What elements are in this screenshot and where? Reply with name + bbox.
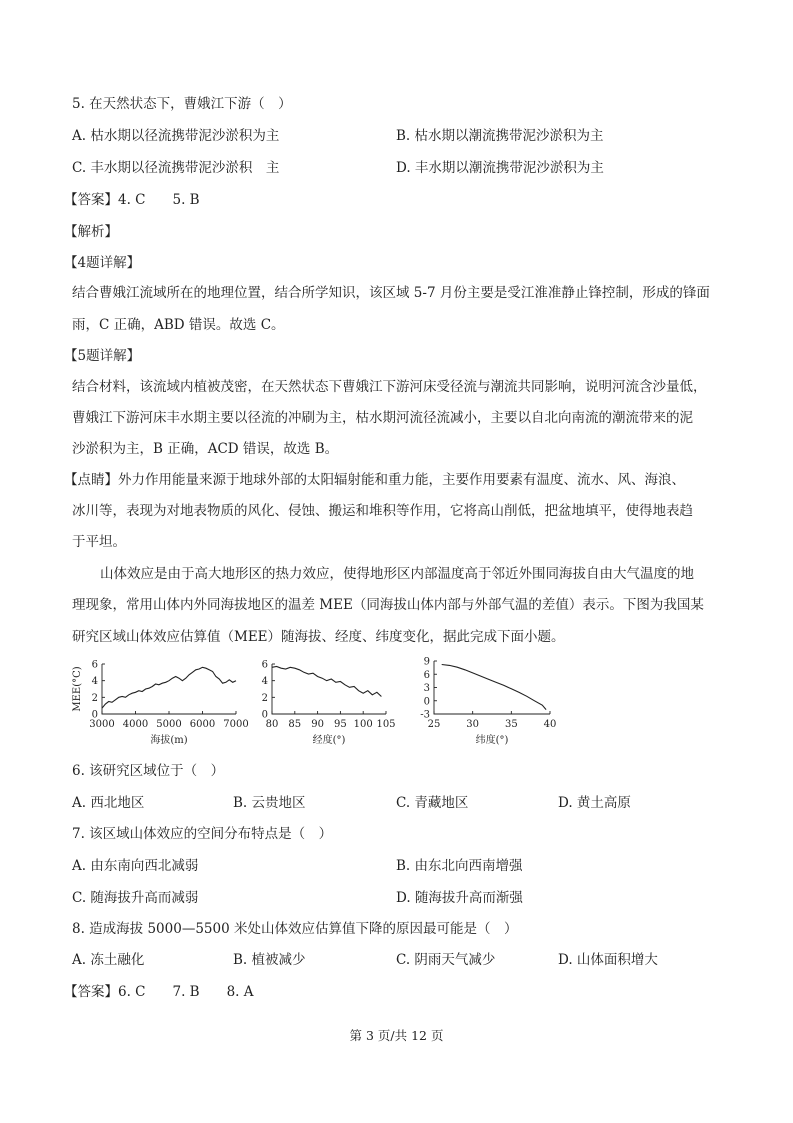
answer-tag: 【答案】 [64,192,118,208]
y-tick-label: 2 [91,692,98,704]
q7-option-a: A. 由东南向西北减弱 [72,858,199,874]
series-line [442,665,546,710]
comment-tag: 【点睛】 [64,472,118,488]
comment-text-1: 外力作用能量来源于地球外部的太阳辐射能和重力能，主要作用要素有温度、流水、风、海浪、 [118,472,685,488]
q6-option-d: D. 黄土高原 [558,795,631,811]
answer-line-2 [64,983,254,1001]
q5-option-b: B. 枯水期以潮流携带泥沙淤积为主 [396,128,604,144]
x-tick-label: 85 [288,719,302,730]
x-tick-label: 40 [543,719,557,730]
q7-option-c: C. 随海拔升高而减弱 [72,890,199,906]
x-tick-label: 35 [504,719,518,730]
x-tick-label: 30 [466,719,480,730]
y-tick-label: 9 [423,656,430,668]
detail-5-line-1: 结合材料，该流域内植被茂密，在天然状态下曹娥江下游河床受径流与潮流共同影响，说明河流含沙量低， [72,379,707,395]
material-line-2: 理现象，常用山体内外同海拔地区的温差 MEE（同海拔山体内部与外部气温的差值）表示。下图为我国某 [72,597,704,613]
x-tick-label: 90 [311,719,324,730]
y-tick-label: 2 [261,692,268,704]
x-tick-label: 95 [334,719,347,730]
detail-4-line-2: 雨，C 正确，ABD 错误。故选 C。 [72,317,285,333]
q7-option-b: B. 由东北向西南增强 [396,858,523,874]
y-tick-label: 6 [423,669,430,681]
q5-option-a: A. 枯水期以径流携带泥沙淤积为主 [72,128,280,144]
q8-option-a: A. 冻土融化 [72,952,145,968]
q7-option-d: D. 随海拔升高而渐强 [396,890,523,906]
y-tick-label: 0 [91,709,98,721]
x-tick-label: 5000 [156,719,182,730]
y-tick-label: 6 [261,659,268,671]
x-tick-label: 25 [427,719,441,730]
q7-stem: 7. 该区域山体效应的空间分布特点是（ ） [72,826,333,842]
page-footer: 第 3 页/共 12 页 [349,1028,444,1043]
q5-stem: 5. 在天然状态下，曹娥江下游（ ） [72,96,292,112]
mee-altitude-chart [70,656,250,750]
q5-option-c: C. 丰水期以径流携带泥沙淤积 主 [72,160,280,176]
axis-line [272,664,386,714]
detail-5-line-2: 曹娥江下游河床丰水期主要以径流的冲刷为主，枯水期河流径流减小，主要以自北向南流的潮流带来的泥 [72,410,693,426]
q6-option-b: B. 云贵地区 [233,795,306,811]
x-axis-label: 纬度(°) [475,735,509,746]
answer-tag-2: 【答案】 [64,984,118,1000]
x-axis-label: 经度(°) [312,735,346,746]
x-tick-label: 100 [353,719,373,730]
series-line [272,667,381,697]
q8-option-c: C. 阴雨天气减少 [396,952,496,968]
x-axis-label: 海拔(m) [150,735,188,746]
x-tick-label: 6000 [189,719,216,730]
x-tick-label: 7000 [223,719,249,730]
q8-option-d: D. 山体面积增大 [558,952,658,968]
q6-option-c: C. 青藏地区 [396,795,469,811]
q8-option-b: B. 植被减少 [233,952,306,968]
axis-line [434,661,550,714]
x-tick-label: 80 [265,719,279,730]
material-line-1: 山体效应是由于高大地形区的热力效应，使得地形区内部温度高于邻近外围同海拔自由大气温度的地 [100,566,694,582]
y-tick-label: -3 [420,709,430,721]
y-tick-label: 0 [423,696,430,708]
x-tick-label: 3000 [89,719,115,730]
y-tick-label: 4 [91,676,98,688]
q6-option-a: A. 西北地区 [72,795,145,811]
comment-line-3: 于平坦。 [72,534,126,550]
mee-latitude-chart [410,656,562,750]
y-tick-label: 4 [261,676,268,688]
detail-5-tag: 【5题详解】 [64,348,141,364]
answer-line-1 [64,191,200,209]
analysis-tag: 【解析】 [64,224,118,240]
y-tick-label: 0 [261,709,268,721]
material-line-3: 研究区域山体效应估算值（MEE）随海拔、经度、纬度变化，据此完成下面小题。 [72,629,565,645]
q5-option-d: D. 丰水期以潮流携带泥沙淤积为主 [396,160,604,176]
y-axis-label: MEE(°C) [72,666,83,712]
mee-longitude-chart [248,656,400,750]
answer-text: 4. C 5. B [118,192,200,208]
series-line [102,667,236,708]
y-tick-label: 6 [91,659,98,671]
y-tick-label: 3 [423,683,430,694]
detail-4-tag: 【4题详解】 [64,255,141,271]
x-tick-label: 105 [376,719,396,730]
detail-5-line-3: 沙淤积为主，B 正确，ACD 错误，故选 B。 [72,441,339,457]
detail-4-line-1: 结合曹娥江流域所在的地理位置，结合所学知识，该区域 5-7 月份主要是受江淮准静止锋控制，形成的锋面 [72,285,710,301]
x-tick-label: 4000 [122,719,149,730]
answer-text-2: 6. C 7. B 8. A [118,984,254,1000]
q8-stem: 8. 造成海拔 5000—5500 米处山体效应估算值下降的原因最可能是（ ） [72,921,518,937]
comment-line-1 [64,471,685,489]
comment-line-2: 冰川等，表现为对地表物质的风化、侵蚀、搬运和堆积等作用，它将高山削低，把盆地填平，使得地表趋 [72,503,693,519]
axis-line [102,664,236,714]
q6-stem: 6. 该研究区域位于（ ） [72,763,225,779]
